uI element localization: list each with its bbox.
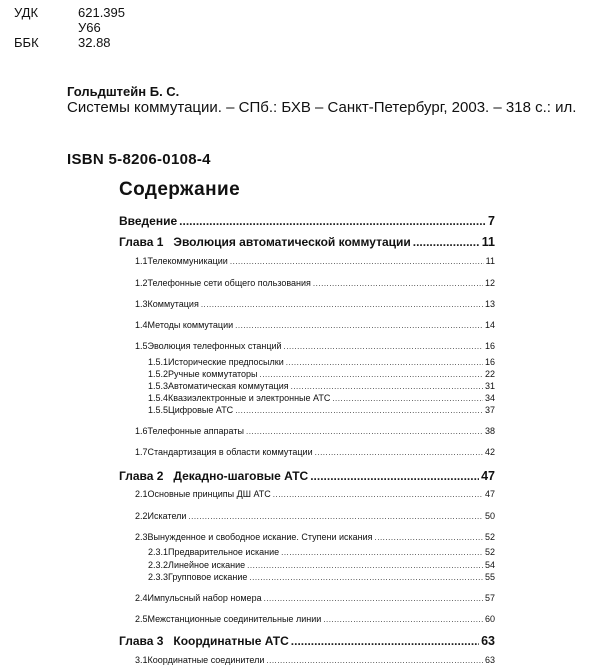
dot-leader xyxy=(323,615,483,624)
isbn: ISBN 5-8206-0108-4 xyxy=(67,151,211,168)
toc-entry-title: Координатные соединители xyxy=(147,655,265,665)
toc-section-entry xyxy=(135,614,495,624)
toc-entry-number: 1.3 xyxy=(135,299,148,309)
toc-section-entry xyxy=(135,278,495,288)
toc-page-number: 38 xyxy=(484,426,495,436)
toc-chapter-entry xyxy=(119,214,495,228)
toc-entry-number: 2.5 xyxy=(135,614,148,624)
dot-leader xyxy=(264,594,483,603)
dot-leader xyxy=(313,279,483,288)
toc-chapter-entry xyxy=(119,634,495,648)
toc-section-entry xyxy=(135,299,495,309)
toc-entry-title: Групповое искание xyxy=(168,572,248,582)
toc-entry-title: Телекоммуникации xyxy=(147,256,228,266)
toc-entry-number: 1.7 xyxy=(135,447,148,457)
dot-leader xyxy=(188,512,483,521)
toc-page-number: 60 xyxy=(484,614,495,624)
toc-entry-title: Эволюция телефонных станций xyxy=(147,341,282,351)
classification-row xyxy=(14,36,214,50)
toc-entry-number: 2.3 xyxy=(135,532,148,542)
dot-leader xyxy=(235,321,483,330)
toc-chapter-entry xyxy=(119,469,495,483)
toc-entry-number: 1.5.3 xyxy=(148,381,169,391)
toc-entry-title: Исторические предпосылки xyxy=(168,357,284,367)
toc-page-number: 16 xyxy=(484,357,495,367)
toc-subsection-entry xyxy=(148,393,495,404)
dot-leader xyxy=(179,214,486,228)
dot-leader xyxy=(281,548,483,558)
toc-entry-number: 2.1 xyxy=(135,489,148,499)
toc-entry-title: Вынужденное и свободное искание. Ступени искания xyxy=(147,532,373,542)
toc-page-number: 52 xyxy=(484,547,495,557)
toc-entry-title: Автоматическая коммутация xyxy=(168,381,289,391)
toc-entry-title: Импульсный набор номера xyxy=(147,593,262,603)
toc-entry-title: Линейное искание xyxy=(168,560,246,570)
toc-page-number: 57 xyxy=(484,593,495,603)
toc-page-number: 11 xyxy=(481,235,495,249)
toc-entry-number: 1.5 xyxy=(135,341,148,351)
classification-value: 32.88 xyxy=(78,35,111,50)
dot-leader xyxy=(249,573,483,583)
toc-page-number: 50 xyxy=(484,511,495,521)
toc-chapter-label: Глава 2 xyxy=(119,469,164,483)
toc-page-number: 31 xyxy=(484,381,495,391)
toc-section-entry xyxy=(135,320,495,330)
toc-entry-number: 2.3.2 xyxy=(148,560,169,570)
dot-leader xyxy=(266,656,483,665)
toc-entry-number: 1.4 xyxy=(135,320,148,330)
dot-leader xyxy=(230,257,484,266)
bibliographic-description: Системы коммутации. – СПб.: БХВ – Санкт-Петербург, 2003. – 318 с.: ил. xyxy=(67,99,577,116)
dot-leader xyxy=(201,300,483,309)
toc-subsection-entry xyxy=(148,405,495,416)
toc-chapter-entry xyxy=(119,235,495,249)
toc-subsection-entry xyxy=(148,369,495,380)
toc-section-entry xyxy=(135,447,495,457)
toc-section-entry xyxy=(135,532,495,542)
toc-page-number: 37 xyxy=(484,405,495,415)
toc-page-number: 16 xyxy=(484,341,495,351)
toc-subsection-entry xyxy=(148,572,495,583)
toc-page-number: 7 xyxy=(488,214,495,228)
toc-page-number: 47 xyxy=(481,469,495,483)
toc-page-number: 52 xyxy=(484,532,495,542)
toc-section-entry xyxy=(135,341,495,351)
toc-page-number: 34 xyxy=(484,393,495,403)
toc-section-entry xyxy=(135,256,495,266)
toc-subsection-entry xyxy=(148,547,495,558)
toc-entry-title: Телефонные аппараты xyxy=(147,426,244,436)
toc-subsection-entry xyxy=(148,560,495,571)
toc-entry-title: Декадно-шаговые АТС xyxy=(173,469,309,483)
toc-entry-title: Ручные коммутаторы xyxy=(168,369,258,379)
toc-entry-number: 1.2 xyxy=(135,278,148,288)
toc-entry-number: 1.1 xyxy=(135,256,148,266)
toc-section-entry xyxy=(135,489,495,499)
toc-subsection-entry xyxy=(148,357,495,368)
toc-section-entry xyxy=(135,655,495,665)
toc-entry-number: 2.3.3 xyxy=(148,572,169,582)
toc-page-number: 22 xyxy=(484,369,495,379)
toc-page-number: 13 xyxy=(484,299,495,309)
toc-entry-title: Основные принципы ДШ АТС xyxy=(147,489,271,499)
toc-section-entry xyxy=(135,593,495,603)
toc-entry-title: Предварительное искание xyxy=(168,547,280,557)
toc-section-entry xyxy=(135,426,495,436)
dot-leader xyxy=(413,235,480,249)
toc-entry-title: Межстанционные соединительные линии xyxy=(147,614,322,624)
dot-leader xyxy=(375,533,483,542)
toc-page-number: 47 xyxy=(484,489,495,499)
toc-chapter-label: Глава 1 xyxy=(119,235,164,249)
toc-subsection-entry xyxy=(148,381,495,392)
classification-row xyxy=(14,6,214,20)
dot-leader xyxy=(273,490,483,499)
toc-entry-number: 1.5.1 xyxy=(148,357,169,367)
toc-page-number: 63 xyxy=(481,634,495,648)
toc-entry-title: Координатные АТС xyxy=(173,634,289,648)
classification-value: У66 xyxy=(78,20,101,35)
dot-leader xyxy=(315,448,483,457)
dot-leader xyxy=(260,370,483,380)
toc-entry-number: 1.5.5 xyxy=(148,405,169,415)
toc-chapter-label: Глава 3 xyxy=(119,634,164,648)
toc-page-number: 11 xyxy=(485,256,495,266)
toc-section-entry xyxy=(135,511,495,521)
classification-key: ББК xyxy=(14,35,39,50)
dot-leader xyxy=(291,634,479,648)
toc-entry-title: Телефонные сети общего пользования xyxy=(147,278,311,288)
toc-entry-number: 1.5.4 xyxy=(148,393,169,403)
toc-entry-number: 2.4 xyxy=(135,593,148,603)
toc-entry-title: Эволюция автоматической коммутации xyxy=(173,235,411,249)
toc-entry-title: Введение xyxy=(119,214,178,228)
toc-page-number: 42 xyxy=(484,447,495,457)
toc-page-number: 55 xyxy=(484,572,495,582)
dot-leader xyxy=(246,427,483,436)
dot-leader xyxy=(284,342,483,351)
toc-page-number: 63 xyxy=(484,655,495,665)
toc-entry-title: Стандартизация в области коммутации xyxy=(147,447,313,457)
toc-entry-title: Искатели xyxy=(147,511,187,521)
toc-page-number: 14 xyxy=(484,320,495,330)
toc-page-number: 12 xyxy=(484,278,495,288)
toc-entry-title: Методы коммутации xyxy=(147,320,234,330)
toc-page-number: 54 xyxy=(484,560,495,570)
dot-leader xyxy=(235,406,483,416)
classification-key: УДК xyxy=(14,5,39,20)
toc-entry-number: 1.6 xyxy=(135,426,148,436)
dot-leader xyxy=(332,394,483,404)
classification-row xyxy=(14,21,214,35)
toc-entry-title: Цифровые АТС xyxy=(168,405,234,415)
dot-leader xyxy=(286,358,483,368)
author-name: Гольдштейн Б. С. xyxy=(67,84,180,99)
toc-entry-number: 1.5.2 xyxy=(148,369,169,379)
toc-entry-number: 2.2 xyxy=(135,511,148,521)
toc-title: Содержание xyxy=(119,179,241,200)
dot-leader xyxy=(310,469,479,483)
toc-entry-number: 3.1 xyxy=(135,655,148,665)
classification-value: 621.395 xyxy=(78,5,125,20)
dot-leader xyxy=(291,382,483,392)
toc-entry-title: Коммутация xyxy=(147,299,199,309)
toc-entry-number: 2.3.1 xyxy=(148,547,169,557)
toc-entry-title: Квазиэлектронные и электронные АТС xyxy=(168,393,331,403)
dot-leader xyxy=(247,561,483,571)
